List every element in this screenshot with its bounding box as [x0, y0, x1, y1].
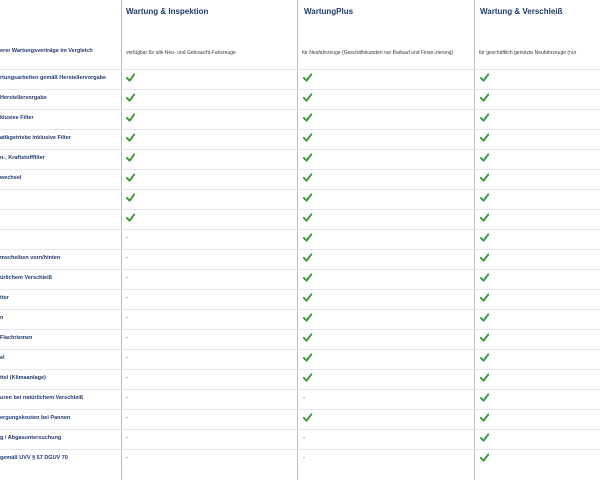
checkmark-icon [303, 93, 315, 105]
row-label: Herstellervorgabe [0, 95, 47, 101]
not-included-dash: - [126, 455, 128, 461]
checkmark-icon [303, 173, 315, 185]
checkmark-icon [480, 293, 492, 305]
checkmark-icon [480, 413, 492, 425]
checkmark-icon [480, 133, 492, 145]
row-label: gemäß UVV § 57 DGUV 70 [0, 455, 68, 461]
not-included-dash: - [303, 395, 305, 401]
checkmark-icon [126, 73, 138, 85]
row-label: uren bei natürlichem Verschleiß [0, 395, 84, 401]
checkmark-icon [480, 93, 492, 105]
checkmark-icon [126, 113, 138, 125]
checkmark-icon [126, 93, 138, 105]
row-label: ttel (Klimaanlage) [0, 375, 46, 381]
not-included-dash: - [303, 455, 305, 461]
checkmark-icon [480, 313, 492, 325]
table-row [0, 429, 600, 450]
table-row [0, 269, 600, 290]
table-row [0, 389, 600, 410]
table-row [0, 229, 600, 250]
row-label: ürlichem Verschleiß [0, 275, 52, 281]
column-title-wartung-verschleiss: Wartung & Verschleiß [480, 7, 563, 16]
not-included-dash: - [126, 335, 128, 341]
table-row [0, 449, 600, 470]
checkmark-icon [303, 273, 315, 285]
row-label: rtungsarbeiten gemäß Herstellervorgabe [0, 75, 107, 81]
checkmark-icon [303, 373, 315, 385]
intro-row [0, 22, 600, 69]
checkmark-icon [480, 213, 492, 225]
checkmark-icon [303, 213, 315, 225]
checkmark-icon [480, 113, 492, 125]
table-row [0, 169, 600, 190]
not-included-dash: - [126, 275, 128, 281]
checkmark-icon [303, 133, 315, 145]
checkmark-icon [126, 173, 138, 185]
not-included-dash: - [126, 435, 128, 441]
column-description: für Neufahrzeuge (Geschäftskunden nur Barkauf und Finan-zierung) [302, 50, 454, 56]
checkmark-icon [303, 413, 315, 425]
checkmark-icon [126, 193, 138, 205]
table-row [0, 149, 600, 170]
row-label: klusive Filter [0, 115, 34, 121]
checkmark-icon [303, 153, 315, 165]
table-row [0, 309, 600, 330]
not-included-dash: - [126, 355, 128, 361]
column-description: für geschäftlich genutzte Neufahrzeuge (nur [479, 50, 577, 56]
checkmark-icon [480, 233, 492, 245]
not-included-dash: - [126, 255, 128, 261]
checkmark-icon [303, 193, 315, 205]
checkmark-icon [303, 333, 315, 345]
table-row [0, 369, 600, 390]
table-row [0, 129, 600, 150]
checkmark-icon [303, 253, 315, 265]
not-included-dash: - [126, 315, 128, 321]
checkmark-icon [303, 353, 315, 365]
row-label: atikgetriebe inklusive Filter [0, 135, 71, 141]
checkmark-icon [126, 133, 138, 145]
checkmark-icon [303, 113, 315, 125]
table-row [0, 109, 600, 130]
not-included-dash: - [126, 415, 128, 421]
not-included-dash: - [126, 295, 128, 301]
checkmark-icon [480, 333, 492, 345]
column-title-wartungplus: WartungPlus [304, 7, 354, 16]
table-row [0, 209, 600, 230]
checkmark-icon [480, 433, 492, 445]
table-row [0, 409, 600, 430]
checkmark-icon [480, 253, 492, 265]
row-label: mscheiben vorn/hinten [0, 255, 61, 261]
table-row [0, 249, 600, 270]
row-label: ergungskosten bei Pannen [0, 415, 71, 421]
checkmark-icon [480, 353, 492, 365]
checkmark-icon [303, 313, 315, 325]
not-included-dash: - [303, 435, 305, 441]
checkmark-icon [480, 153, 492, 165]
column-description: verfügbar für alle Neu- und Gebraucht-Fahrzeuge [126, 50, 236, 56]
checkmark-icon [480, 173, 492, 185]
table-row [0, 329, 600, 350]
not-included-dash: - [126, 375, 128, 381]
row-label: tter [0, 295, 9, 301]
table-row [0, 289, 600, 310]
intro-title: erer Wartungsverträge im Vergleich [0, 48, 93, 54]
checkmark-icon [126, 153, 138, 165]
checkmark-icon [303, 293, 315, 305]
table-row [0, 89, 600, 110]
table-header [0, 0, 600, 22]
checkmark-icon [303, 233, 315, 245]
checkmark-icon [480, 453, 492, 465]
checkmark-icon [480, 393, 492, 405]
row-label: n-, Kraftstofffilter [0, 155, 45, 161]
column-title-wartung-inspektion: Wartung & Inspektion [126, 7, 209, 16]
checkmark-icon [303, 73, 315, 85]
not-included-dash: - [126, 395, 128, 401]
checkmark-icon [126, 213, 138, 225]
table-row [0, 189, 600, 210]
row-label: wechsel [0, 175, 22, 181]
checkmark-icon [480, 373, 492, 385]
row-label: el [0, 355, 5, 361]
table-row [0, 69, 600, 90]
not-included-dash: - [126, 235, 128, 241]
row-label: g / Abgasuntersuchung [0, 435, 62, 441]
checkmark-icon [480, 193, 492, 205]
row-label: n [0, 315, 4, 321]
row-label: Flachriemen [0, 335, 33, 341]
checkmark-icon [480, 273, 492, 285]
checkmark-icon [480, 73, 492, 85]
table-row [0, 349, 600, 370]
